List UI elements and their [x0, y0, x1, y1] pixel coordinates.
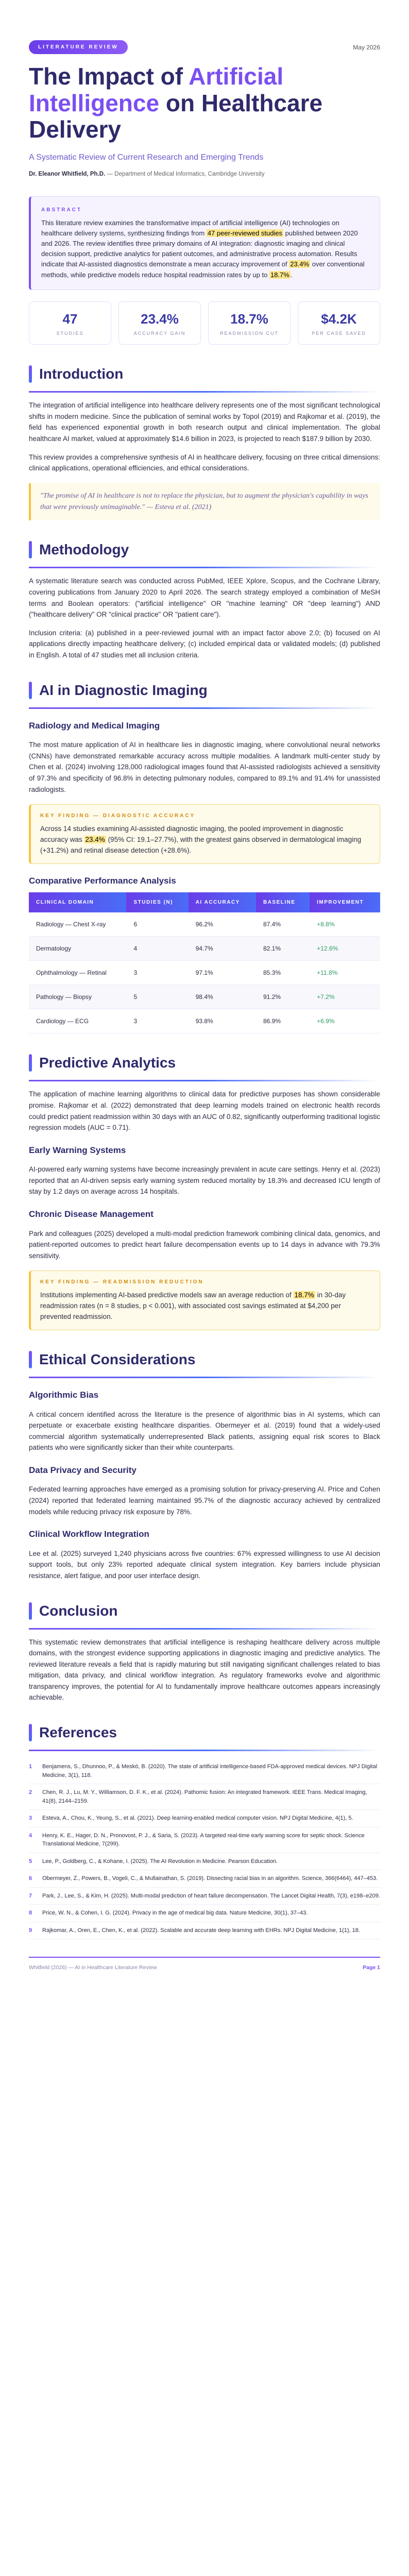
column-header: STUDIES (N): [126, 892, 188, 912]
title-part-1: The Impact of: [29, 63, 189, 90]
abstract-text-d: .: [290, 270, 293, 279]
abstract-label: ABSTRACT: [41, 207, 82, 213]
reference-item: [29, 1922, 380, 1940]
intro-paragraph-1: The integration of artificial intelligence into healthcare delivery represents one of the most significant technological shifts in modern medicine. Since the publication of seminal works by Topol (2019) and Rajkomar et al. (2019), the field has experienced exponential growth in both research output and clinical implementation. The global healthcare AI market, valued at approximately $14.6 billion in 2023, is projected to reach $187.9 billion by 2030.: [29, 401, 380, 443]
table-cell: +7.2%: [310, 985, 380, 1009]
callout-label: KEY FINDING — DIAGNOSTIC ACCURACY: [40, 813, 196, 819]
reference-item: [29, 1870, 380, 1888]
stat-value: 18.7%: [230, 311, 268, 327]
section-heading-imaging: [29, 680, 380, 705]
publish-date: May 2026: [353, 43, 380, 51]
table-row: [29, 912, 380, 937]
ethics-paragraph-1: A critical concern identified across the literature is the presence of algorithmic bias in AI systems, which can perpetuate or exacerbate existing healthcare disparities. Obermeyer et al. (2019) found that a widely-used commercial algorithm systematically underrepresented Black patients, assigning equal risk scores to Black patients who were significantly sicker than their white counterparts.: [29, 1410, 380, 1452]
category-pill: LITERATURE REVIEW: [29, 40, 128, 54]
stat-label: ACCURACY GAIN: [133, 330, 186, 336]
predictive-paragraph-2: AI-powered early warning systems have become increasingly prevalent in acute care settings. Henry et al. (2023) reported that an AI-driven sepsis early warning system reduced mortality by 18.3% and decreased ICU length of stay by 1.2 days on average across 14 hospitals.: [29, 1165, 380, 1196]
page-footer: [29, 1957, 380, 1993]
table-title: Comparative Performance Analysis: [29, 875, 176, 886]
subheading-privacy: Data Privacy and Security: [29, 1465, 137, 1475]
section-rule: [29, 567, 380, 568]
table-row: [29, 1009, 380, 1033]
stat-label: READMISSION CUT: [219, 330, 279, 336]
table-cell: +11.8%: [310, 961, 380, 985]
footer-citation: Whitfield (2026) — AI in Healthcare Literature Review: [29, 1964, 157, 1971]
table-cell: 93.8%: [189, 1009, 256, 1033]
reference-list: [29, 1758, 380, 1939]
table-cell: 98.4%: [189, 985, 256, 1009]
reference-number: 4: [29, 1832, 32, 1839]
table-cell: 5: [126, 985, 188, 1009]
stat-card: [118, 301, 201, 345]
section-heading-conclusion: [29, 1600, 380, 1626]
callout-text-b: in 30-day readmission rates (n = 8 studies, p < 0.001), with associated cost savings estimated at $4,200 per prevented readmission.: [40, 1291, 346, 1321]
section-rule: [29, 707, 380, 709]
abstract-highlight-studies: 47 peer-reviewed studies: [207, 229, 283, 237]
section-heading-ethics: [29, 1349, 380, 1375]
table-cell: +8.8%: [310, 912, 380, 937]
abstract-text-a: This literature review examines the transformative impact of artificial intelligence (AI) technologies on healthcare delivery systems, synthesizing findings from: [41, 218, 339, 237]
section-title: Ethical Considerations: [39, 1351, 196, 1368]
section-bar: [29, 1602, 32, 1620]
table-cell: 94.7%: [189, 937, 256, 961]
ethics-paragraph-3: Lee et al. (2025) surveyed 1,240 physicians across five countries: 67% expressed willingness to use AI decision support tools, but only 23% reported adequate clinical system integration. Key barriers include physician resistance, alert fatigue, and poor user interface design.: [29, 1549, 380, 1580]
table-cell: Dermatology: [29, 937, 126, 961]
table-cell: 91.2%: [256, 985, 310, 1009]
stats-row: [29, 301, 380, 345]
reference-number: 6: [29, 1875, 32, 1882]
page-subtitle: A Systematic Review of Current Research and Emerging Trends: [29, 152, 264, 162]
table-cell: 85.3%: [256, 961, 310, 985]
abstract-text-c: over conventional methods, while predictive models reduce hospital readmission rates by up to: [41, 260, 365, 279]
reference-text: Chen, R. J., Lu, M. Y., Williamson, D. F. K., et al. (2024). Pathomic fusion: An integrated framework. IEEE Trans. Medical Imaging, 41(8), 2144–2159.: [42, 1789, 367, 1804]
reference-text: Benjamens, S., Dhunnoo, P., & Meskó, B. (2020). The state of artificial intelligence-based FDA-approved medical devices. NPJ Digital Medicine, 3(1), 118.: [42, 1764, 378, 1778]
abstract-highlight-accuracy: 23.4%: [290, 260, 310, 268]
page-number: Page 1: [363, 1964, 380, 1971]
reference-number: 9: [29, 1927, 32, 1934]
abstract-highlight-readmission: 18.7%: [270, 270, 289, 279]
table-cell: +12.6%: [310, 937, 380, 961]
section-rule: [29, 1377, 380, 1378]
table-cell: Radiology — Chest X-ray: [29, 912, 126, 937]
ethics-paragraph-2: Federated learning approaches have emerged as a promising solution for privacy-preserving AI. Price and Cohen (2024) reported that federated learning maintained 95.7% of the diagnostic accuracy achieved by centralized models while reducing privacy risk exposure by 78%.: [29, 1485, 380, 1516]
predictive-paragraph-1: The application of machine learning algorithms to clinical data for predictive purposes has shown considerable promise. Rajkomar et al. (2022) demonstrated that deep learning models trained on electronic health records could predict patient readmission within 30 days with an AUC of 0.82, significantly outperforming traditional logistic regression models (AUC = 0.71).: [29, 1090, 380, 1132]
stat-value: $4.2K: [321, 311, 357, 327]
imaging-paragraph-1: The most mature application of AI in healthcare lies in diagnostic imaging, where convolutional neural networks (CNNs) have demonstrated remarkable accuracy across multiple modalities. A landmark multi-center study by Chen et al. (2024) involving 128,000 radiological images found that AI-assisted radiologists achieved a sensitivity of 97.3% and specificity of 96.8% in detecting pulmonary nodules, compared to 89.1% and 91.4% for unassisted radiologists.: [29, 741, 380, 793]
methodology-paragraph-1: A systematic literature search was conducted across PubMed, IEEE Xplore, Scopus, and the Cochrane Library, covering publications from January 2020 to April 2026. The search strategy employed a combination of MeSH terms and Boolean operators: ("artificial intelligence" OR "machine learning" OR "deep learning") AND ("healthcare delivery" OR "clinical practice" OR "patient care").: [29, 577, 380, 619]
reference-item: [29, 1905, 380, 1922]
subheading-workflow: Clinical Workflow Integration: [29, 1529, 149, 1539]
column-header: AI ACCURACY: [189, 892, 256, 912]
section-bar: [29, 365, 32, 383]
reference-text: Lee, P., Goldberg, C., & Kohane, I. (2025). The AI Revolution in Medicine. Pearson Education.: [42, 1858, 278, 1865]
abstract-text: [41, 218, 369, 280]
reference-item: [29, 1853, 380, 1871]
callout-text-b: (95% CI: 19.1–27.7%), with the greatest gains observed in dermatological imaging (+31.2%) and retinal disease detection (+28.6%).: [40, 836, 362, 854]
reference-text: Esteva, A., Chou, K., Yeung, S., et al. (2021). Deep learning-enabled medical computer vision. NPJ Digital Medicine, 4(1), 5.: [42, 1815, 353, 1822]
reference-text: Obermeyer, Z., Powers, B., Vogeli, C., & Mullainathan, S. (2019). Dissecting racial bias in an algorithm. Science, 366(6464), 447–453.: [42, 1875, 378, 1882]
section-rule: [29, 1080, 380, 1081]
callout-text: [40, 824, 370, 856]
intro-paragraph-2: This review provides a comprehensive synthesis of AI in healthcare delivery, focusing on three critical dimensions: clinical applications, operational efficiencies, and ethical considerations.: [29, 453, 380, 472]
table-cell: 4: [126, 937, 188, 961]
callout-label: KEY FINDING — READMISSION REDUCTION: [40, 1279, 204, 1285]
reference-number: 8: [29, 1910, 32, 1917]
pull-quote: "The promise of AI in healthcare is not to replace the physician, but to augment the physician's capability in ways that were previously unimaginable." — Esteva et al. (2021): [29, 483, 380, 521]
section-title: Predictive Analytics: [39, 1055, 176, 1071]
table-cell: Pathology — Biopsy: [29, 985, 126, 1009]
section-bar: [29, 1724, 32, 1741]
section-title: Conclusion: [39, 1602, 118, 1619]
author-name: Dr. Eleanor Whitfield, Ph.D.: [29, 171, 106, 177]
reference-number: 5: [29, 1858, 32, 1865]
key-finding-callout: [29, 1270, 380, 1330]
reference-number: 3: [29, 1815, 32, 1822]
section-bar: [29, 1054, 32, 1072]
title-accent: Artificial Intelligence: [29, 63, 284, 116]
reference-item: [29, 1827, 380, 1853]
table-cell: 82.1%: [256, 937, 310, 961]
section-heading-introduction: [29, 363, 380, 389]
table-cell: 3: [126, 1009, 188, 1033]
reference-number: 1: [29, 1764, 32, 1770]
reference-item: [29, 1784, 380, 1810]
table-cell: 87.4%: [256, 912, 310, 937]
reference-number: 7: [29, 1892, 32, 1899]
section-bar: [29, 1351, 32, 1368]
abstract-text-b: published between 2020 and 2026. The review identifies three primary domains of AI integration: diagnostic imaging and clinical decision support, predictive analytics for patient outcomes, and administrative process automation. Results indicate that AI-assisted diagnostics demonstrate a mean accuracy improvement of: [41, 229, 358, 268]
callout-text-a: Institutions implementing AI-based predictive models saw an average reduction of: [40, 1291, 294, 1299]
stat-label: PER CASE SAVED: [312, 330, 366, 336]
section-heading-methodology: [29, 539, 380, 565]
predictive-paragraph-3: Park and colleagues (2025) developed a multi-modal prediction framework combining clinical data, genomics, and patient-reported outcomes to predict heart failure decompensation events up to 14 days in advance with 79.3% sensitivity.: [29, 1229, 380, 1260]
conclusion-paragraph: This systematic review demonstrates that artificial intelligence is reshaping healthcare delivery across multiple domains, with the strongest evidence supporting applications in diagnostic imaging and predictive analytics. The reviewed literature reveals a field that is rapidly maturing but still navigating significant challenges related to bias mitigation, data privacy, and clinical workflow integration. As regulatory frameworks evolve and algorithmic transparency improves, the potential for AI to fundamentally improve healthcare outcomes appears increasingly achievable.: [29, 1638, 380, 1702]
callout-highlight: 18.7%: [294, 1291, 314, 1299]
section-rule: [29, 1750, 380, 1751]
section-bar: [29, 682, 32, 699]
table-row: [29, 961, 380, 985]
reference-item: [29, 1810, 380, 1827]
header-bar: [29, 0, 380, 54]
reference-text: Rajkomar, A., Oren, E., Chen, K., et al. (2022). Scalable and accurate deep learning with EHRs. NPJ Digital Medicine, 1(1), 18.: [42, 1927, 360, 1934]
subheading-radiology: Radiology and Medical Imaging: [29, 720, 160, 731]
section-rule: [29, 391, 380, 393]
column-header: IMPROVEMENT: [310, 892, 380, 912]
section-rule: [29, 1628, 380, 1630]
stat-card: [208, 301, 291, 345]
table-cell: 86.9%: [256, 1009, 310, 1033]
table-cell: Cardiology — ECG: [29, 1009, 126, 1033]
callout-text: [40, 1290, 370, 1323]
table-row: [29, 985, 380, 1009]
table-cell: 97.1%: [189, 961, 256, 985]
reference-text: Park, J., Lee, S., & Kim, H. (2025). Multi-modal prediction of heart failure decompensation. The Lancet Digital Health, 7(3), e198–e209.: [42, 1892, 380, 1899]
section-title: Introduction: [39, 366, 124, 382]
section-title: Methodology: [39, 541, 129, 558]
performance-table: [29, 892, 380, 1033]
stat-label: STUDIES: [56, 330, 84, 336]
reference-text: Price, W. N., & Cohen, I. G. (2024). Privacy in the age of medical big data. Nature Medicine, 30(1), 37–43.: [42, 1910, 308, 1917]
key-finding-callout: [29, 804, 380, 864]
abstract-box: [29, 196, 380, 290]
reference-item: [29, 1758, 380, 1784]
author-affiliation: — Department of Medical Informatics, Cambridge University: [105, 171, 265, 177]
table-cell: 3: [126, 961, 188, 985]
reference-text: Henry, K. E., Hager, D. N., Pronovost, P. J., & Saria, S. (2023). A targeted real-time early warning score for septic shock. Science Translational Medicine, 7(299).: [42, 1832, 365, 1848]
stat-card: [298, 301, 380, 345]
stat-card: [29, 301, 111, 345]
stat-value: 23.4%: [141, 311, 179, 327]
subheading-chronic-disease: Chronic Disease Management: [29, 1209, 154, 1219]
table-cell: Ophthalmology — Retinal: [29, 961, 126, 985]
stat-value: 47: [62, 311, 78, 327]
section-title: AI in Diagnostic Imaging: [39, 682, 208, 698]
callout-text-a: Across 14 studies examining AI-assisted diagnostic imaging, the pooled improvement in diagnostic accuracy was: [40, 825, 344, 844]
table-cell: 6: [126, 912, 188, 937]
author-line: [29, 170, 380, 179]
reference-item: [29, 1888, 380, 1905]
column-header: BASELINE: [256, 892, 310, 912]
subheading-bias: Algorithmic Bias: [29, 1390, 99, 1400]
callout-highlight: 23.4%: [85, 836, 105, 844]
section-bar: [29, 541, 32, 558]
table-cell: +6.9%: [310, 1009, 380, 1033]
section-heading-predictive: [29, 1052, 380, 1078]
title-part-2: on Healthcare Delivery: [29, 89, 323, 143]
table-cell: 96.2%: [189, 912, 256, 937]
table-row: [29, 937, 380, 961]
methodology-paragraph-2: Inclusion criteria: (a) published in a peer-reviewed journal with an impact factor above 2.0; (b) focused on AI applications directly impacting healthcare delivery; (c) included empirical data or validated models; (d) published in English. A total of 47 studies met all inclusion criteria.: [29, 629, 380, 659]
column-header: CLINICAL DOMAIN: [29, 892, 126, 912]
subheading-early-warning: Early Warning Systems: [29, 1145, 126, 1155]
section-title: References: [39, 1724, 117, 1741]
page-title: [29, 63, 380, 143]
section-heading-references: [29, 1722, 380, 1748]
reference-number: 2: [29, 1789, 32, 1796]
table-header-row: [29, 892, 380, 912]
